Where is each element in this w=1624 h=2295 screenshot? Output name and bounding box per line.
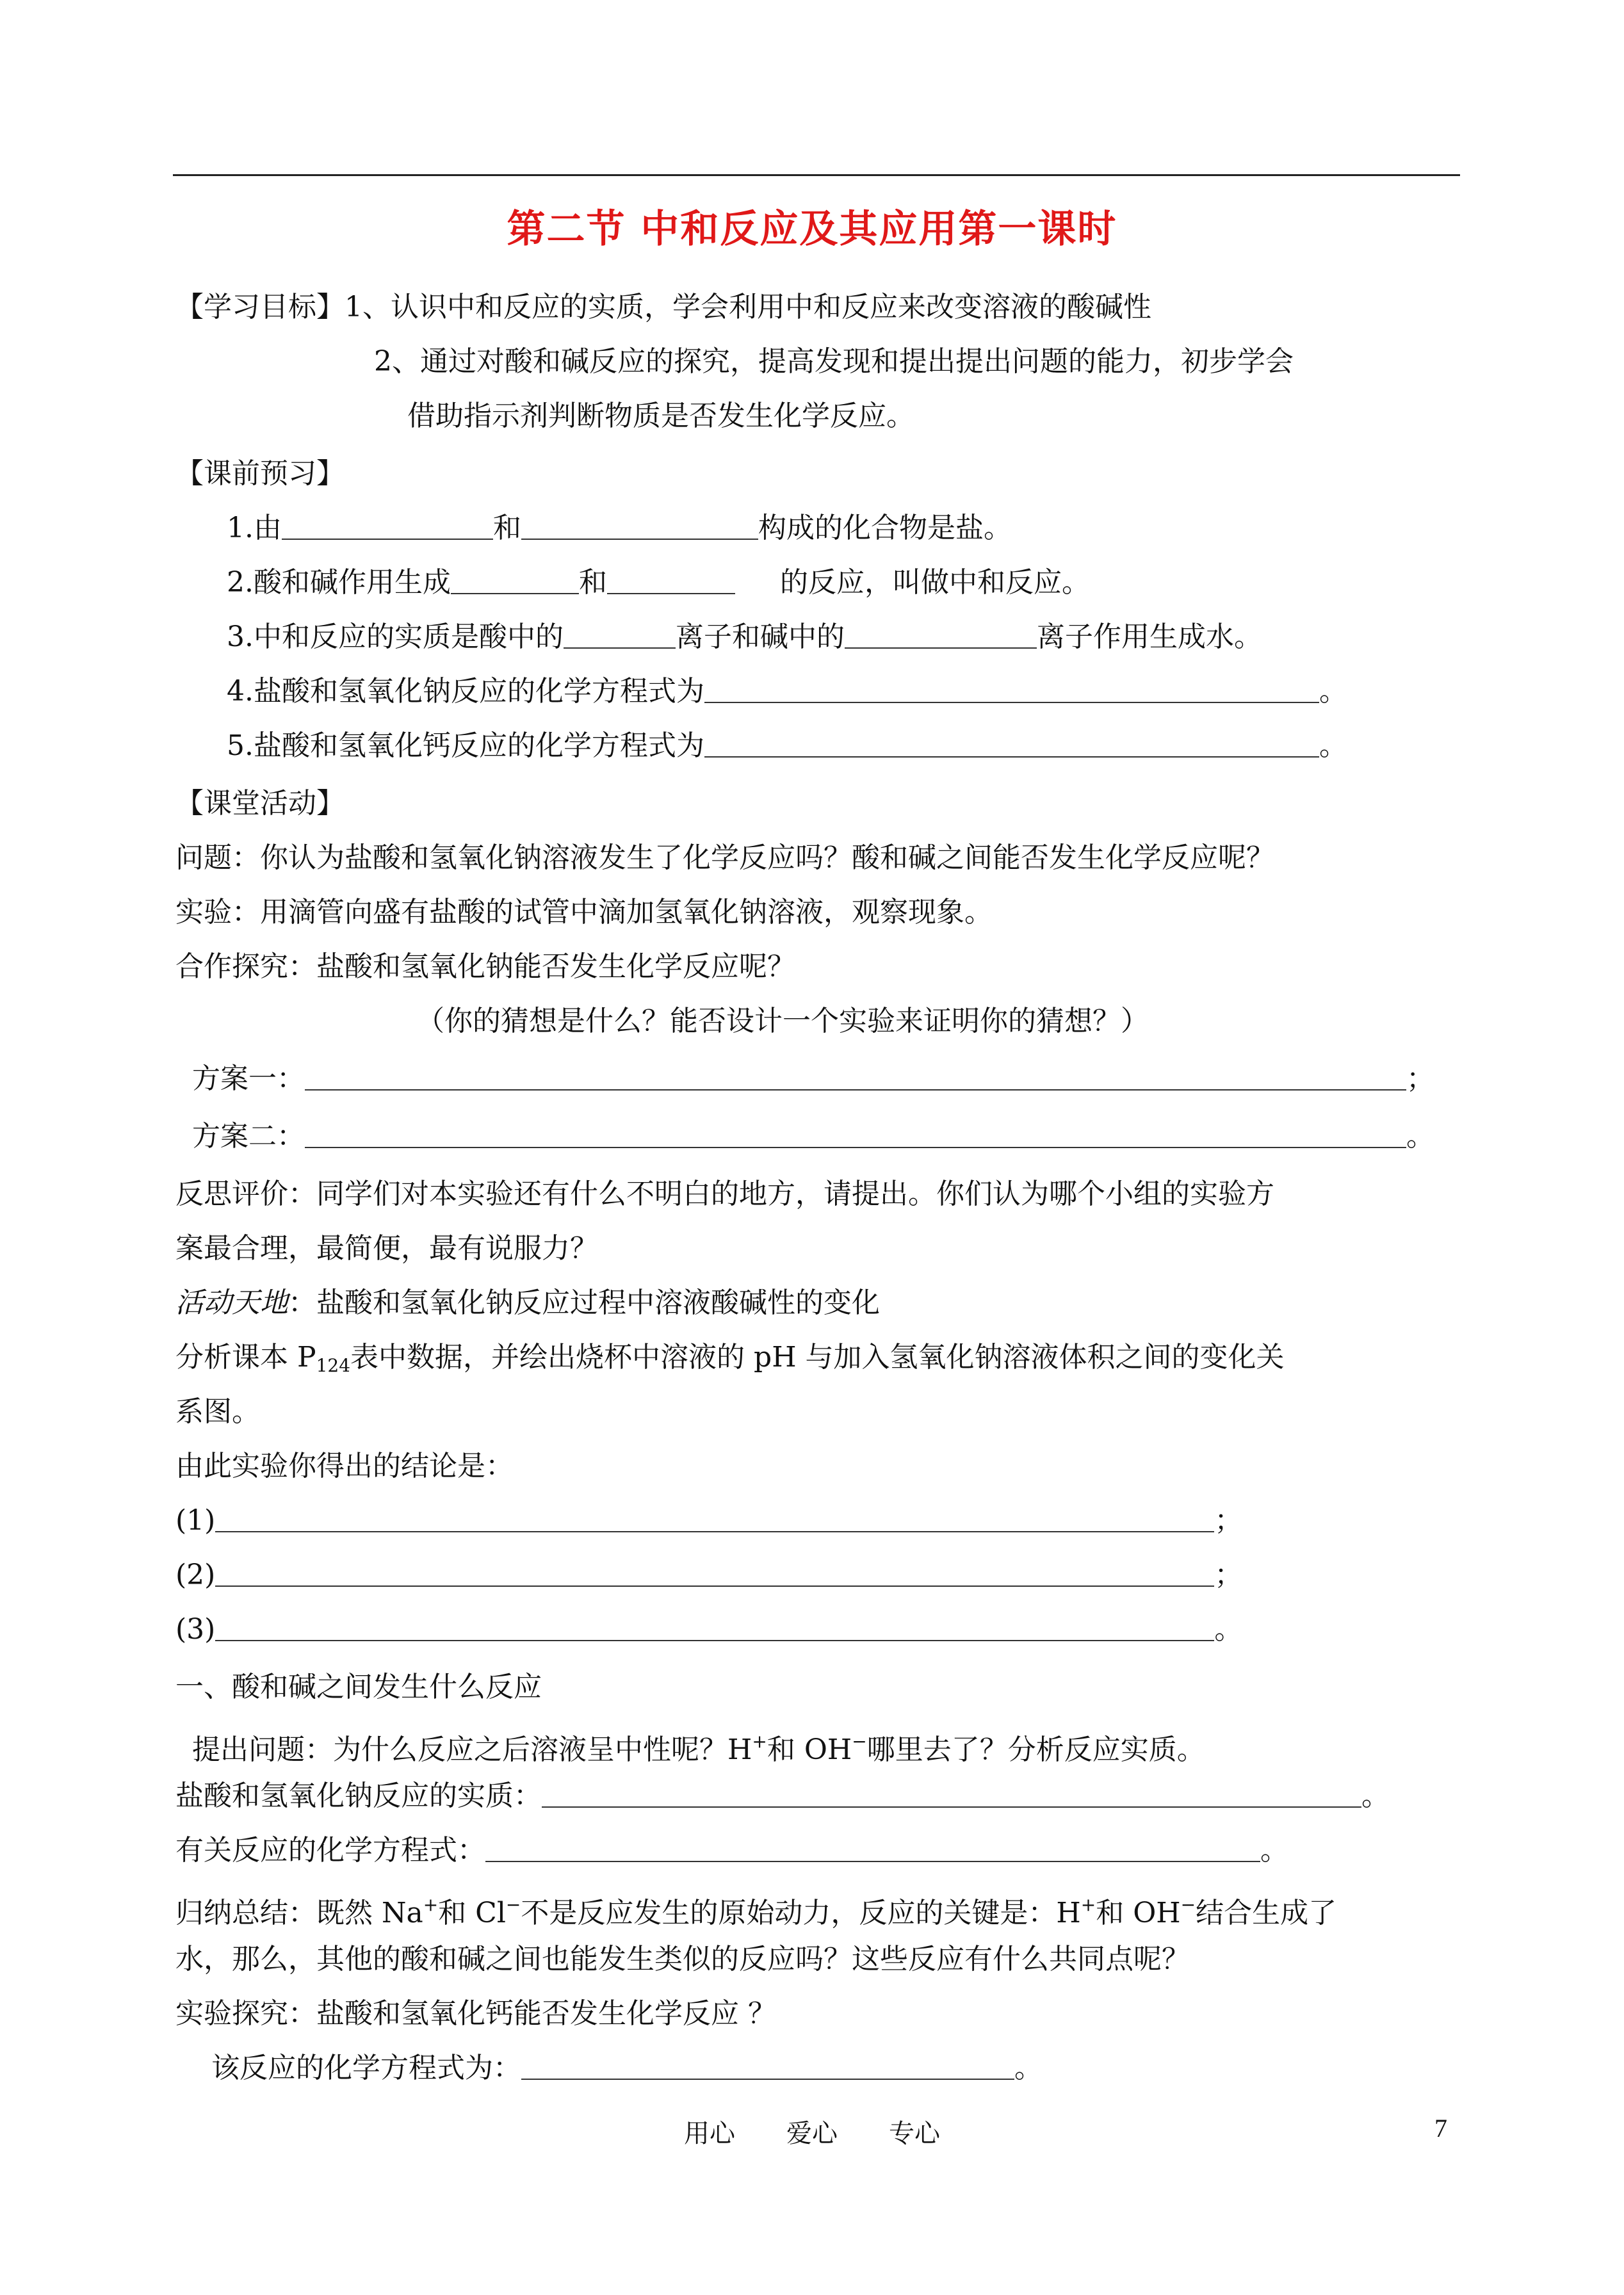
answer-blank[interactable]: [564, 622, 676, 649]
preview-label: 【课前预习】: [175, 457, 345, 490]
goals-line-2: 2、通过对酸和碱反应的探究，提高发现和提出提出问题的能力，初步学会: [374, 345, 1294, 378]
goals-line-3: 借助指示剂判断物质是否发生化学反应。: [407, 400, 914, 432]
preview-q2: 2.酸和碱作用生成 和 的反应，叫做中和反应。: [227, 566, 1090, 599]
answer-blank[interactable]: [704, 731, 1319, 758]
page-title: 第二节 中和反应及其应用第一课时: [507, 207, 1117, 252]
equation-line: 有关反应的化学方程式： 。: [175, 1834, 1288, 1867]
answer-blank[interactable]: [607, 567, 735, 594]
plan-1: 方案一： ；: [192, 1062, 1434, 1095]
question-text: 问题：你认为盐酸和氢氧化钠溶液发生了化学反应吗？酸和碱之间能否发生化学反应呢？: [175, 841, 1274, 874]
activity-label: 活动天地: [175, 1286, 288, 1319]
goals-label: 【学习目标】: [175, 291, 345, 323]
preview-q5: 5.盐酸和氢氧化钙反应的化学方程式为 。: [227, 729, 1347, 762]
answer-blank[interactable]: [215, 1560, 1214, 1587]
plan-2: 方案二： 。: [192, 1120, 1434, 1153]
guess-text: （你的猜想是什么？能否设计一个实验来证明你的猜想？）: [416, 1005, 1149, 1037]
answer-blank[interactable]: [215, 1505, 1214, 1532]
answer-blank[interactable]: [845, 622, 1037, 649]
conclusion-3: (3) 。: [175, 1613, 1243, 1646]
summary-line-1: 归纳总结：既然 Na+和 Cl−不是反应发生的原始动力，反应的关键是：H+和 OH−结合生成了: [175, 1894, 1337, 1929]
answer-blank[interactable]: [521, 513, 758, 540]
activity-line: 活动天地：盐酸和氢氧化钠反应过程中溶液酸碱性的变化: [175, 1286, 880, 1319]
coop-text: 合作探究：盐酸和氢氧化钠能否发生化学反应呢？: [175, 950, 795, 983]
conclusion-text: 由此实验你得出的结论是：: [175, 1450, 514, 1482]
page-footer: 用心 爱心 专心: [684, 2119, 940, 2148]
essence-line: 盐酸和氢氧化钠反应的实质： 。: [175, 1780, 1390, 1812]
explore-equation-line: 该反应的化学方程式为： 。: [211, 2052, 1043, 2084]
header-rule: [173, 174, 1460, 176]
ask-line: 提出问题：为什么反应之后溶液呈中性呢？H+和 OH−哪里去了？分析反应实质。: [192, 1731, 1205, 1766]
analyze-line-1: 分析课本 $P_{124}$表中数据，并绘出烧杯中溶液的 pH 与加入氢氧化钠溶液体积之间的变化关: [175, 1341, 1285, 1376]
reflect-line-1: 反思评价：同学们对本实验还有什么不明白的地方，请提出。你们认为哪个小组的实验方: [175, 1178, 1274, 1210]
answer-blank[interactable]: [451, 567, 579, 594]
answer-blank[interactable]: [305, 1121, 1406, 1148]
summary-line-2: 水，那么，其他的酸和碱之间也能发生类似的反应吗？这些反应有什么共同点呢？: [175, 1943, 1190, 1975]
answer-blank[interactable]: [282, 513, 493, 540]
answer-blank[interactable]: [521, 2053, 1014, 2080]
section-heading: 一、酸和碱之间发生什么反应: [175, 1671, 542, 1703]
preview-q1: 1.由 和 构成的化合物是盐。: [227, 512, 1012, 544]
answer-blank[interactable]: [305, 1064, 1406, 1091]
conclusion-1: (1) ；: [175, 1504, 1243, 1537]
answer-blank[interactable]: [215, 1614, 1214, 1641]
explore-line: 实验探究：盐酸和氢氧化钙能否发生化学反应 ？: [175, 1997, 776, 2030]
conclusion-2: (2) ；: [175, 1559, 1243, 1591]
preview-q4: 4.盐酸和氢氧化钠反应的化学方程式为 。: [227, 675, 1347, 708]
answer-blank[interactable]: [704, 676, 1319, 703]
experiment-text: 实验：用滴管向盛有盐酸的试管中滴加氢氧化钠溶液，观察现象。: [175, 896, 993, 929]
classroom-label: 【课堂活动】: [175, 787, 345, 820]
answer-blank[interactable]: [542, 1781, 1361, 1808]
page-number: 7: [1434, 2114, 1447, 2143]
reflect-line-2: 案最合理，最简便，最有说服力？: [175, 1232, 598, 1265]
preview-q3: 3.中和反应的实质是酸中的 离子和碱中的 离子作用生成水。: [227, 620, 1262, 653]
analyze-line-2: 系图。: [175, 1395, 260, 1428]
answer-blank[interactable]: [485, 1835, 1260, 1862]
goals-line-1: 【学习目标】1、认识中和反应的实质，学会利用中和反应来改变溶液的酸碱性: [175, 291, 1151, 323]
